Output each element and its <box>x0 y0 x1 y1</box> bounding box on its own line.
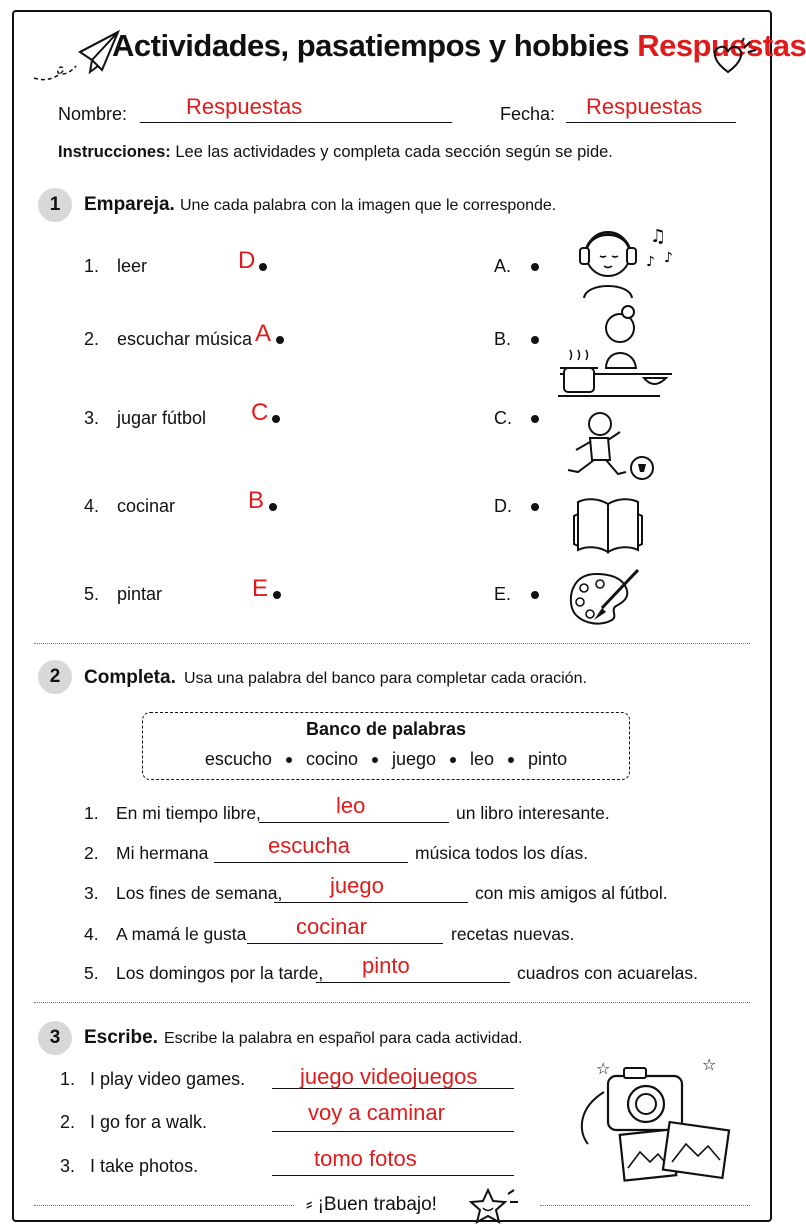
section-2-title: Completa. <box>84 667 176 688</box>
translate-blank-line[interactable] <box>272 1130 514 1132</box>
match-item-answer: E <box>252 575 269 602</box>
bank-separator <box>508 757 514 763</box>
date-answer: Respuestas <box>586 94 703 119</box>
footer-text: ⸗ ¡Buen trabajo! <box>306 1194 437 1215</box>
translate-number: 2. <box>60 1112 76 1132</box>
match-left-dot[interactable] <box>276 336 284 344</box>
section-1-title: Empareja. <box>84 194 175 215</box>
match-left-dot[interactable] <box>273 591 281 599</box>
sentence-before: Mi hermana <box>116 843 209 863</box>
sentence-after: cuadros con acuarelas. <box>517 963 698 983</box>
name-answer: Respuestas <box>186 94 303 119</box>
footer-divider-right <box>540 1205 750 1206</box>
match-right-dot[interactable] <box>531 336 539 344</box>
bank-separator <box>372 757 378 763</box>
translate-answer: voy a caminar <box>308 1100 445 1125</box>
bank-separator <box>450 757 456 763</box>
match-item-word: cocinar <box>117 496 176 516</box>
paint-palette-icon <box>566 566 644 632</box>
sentence-before: Los domingos por la tarde, <box>116 963 324 983</box>
footer-divider-left <box>34 1205 294 1206</box>
svg-text:♪: ♪ <box>646 254 655 270</box>
svg-text:☆: ☆ <box>702 1055 717 1074</box>
bank-word: pinto <box>528 749 568 769</box>
title-answers-label: Respuestas <box>637 28 806 63</box>
match-item-answer: D <box>238 247 256 274</box>
open-book-icon <box>572 494 648 558</box>
match-item-word: pintar <box>117 584 163 604</box>
match-left-dot[interactable] <box>269 503 277 511</box>
translate-english: I take photos. <box>90 1156 199 1176</box>
cooking-girl-icon <box>556 304 678 398</box>
sentence-blank-line[interactable] <box>247 942 443 944</box>
sentence-after: con mis amigos al fútbol. <box>475 883 668 903</box>
section-3-badge: 3 <box>38 1021 72 1055</box>
match-item-number: 4. <box>84 496 100 516</box>
headphones-person-icon <box>576 218 686 302</box>
svg-text:♪: ♪ <box>664 250 673 266</box>
smiling-star-icon <box>466 1186 522 1228</box>
sentence-after: un libro interesante. <box>456 803 610 823</box>
paper-plane-icon <box>32 30 122 90</box>
bank-word: leo <box>470 749 495 769</box>
section-2-subtitle: Usa una palabra del banco para completar cada oración. <box>184 670 587 687</box>
sentence-blank-line[interactable] <box>316 981 510 983</box>
match-item-number: 2. <box>84 329 100 349</box>
sentence-number: 4. <box>84 924 99 944</box>
match-option-letter: C. <box>494 408 512 428</box>
svg-text:☆: ☆ <box>596 1059 611 1078</box>
sentence-after: música todos los días. <box>415 843 589 863</box>
match-item-number: 5. <box>84 584 100 604</box>
match-item-word: jugar fútbol <box>117 408 207 428</box>
word-bank <box>142 712 630 780</box>
translate-number: 3. <box>60 1156 76 1176</box>
camera-photos-icon <box>574 1052 744 1182</box>
match-left-dot[interactable] <box>259 263 267 271</box>
match-right-dot[interactable] <box>531 503 539 511</box>
bank-word: juego <box>391 749 437 769</box>
name-label: Nombre: <box>58 104 128 124</box>
sentence-number: 5. <box>84 963 99 983</box>
sentence-answer: pinto <box>362 953 410 978</box>
match-item-word: escuchar música <box>117 329 253 349</box>
sentence-answer: juego <box>330 873 384 898</box>
date-line <box>566 121 736 123</box>
sentence-answer: leo <box>336 793 366 818</box>
section-divider <box>34 1002 750 1003</box>
match-item-word: leer <box>117 256 148 276</box>
sentence-number: 2. <box>84 843 99 863</box>
section-3-title: Escribe. <box>84 1027 158 1048</box>
section-1-subtitle: Une cada palabra con la imagen que le corresponde. <box>180 197 557 214</box>
word-bank-title: Banco de palabras <box>305 719 467 739</box>
match-right-dot[interactable] <box>531 415 539 423</box>
name-line <box>140 121 452 123</box>
translate-english: I go for a walk. <box>90 1112 208 1132</box>
word-bank-words <box>143 749 629 770</box>
section-1-badge: 1 <box>38 188 72 222</box>
match-item-answer: B <box>248 487 265 514</box>
translate-blank-line[interactable] <box>272 1174 514 1176</box>
match-right-dot[interactable] <box>531 591 539 599</box>
bank-word: cocino <box>305 749 358 769</box>
match-item-number: 1. <box>84 256 100 276</box>
sentence-number: 1. <box>84 803 99 823</box>
match-option-letter: D. <box>494 496 512 516</box>
translate-english: I play video games. <box>90 1069 246 1089</box>
match-item-number: 3. <box>84 408 100 428</box>
page-title: Actividades, pasatiempos y hobbies Respuestas <box>112 28 806 63</box>
section-divider <box>34 643 750 644</box>
sentence-number: 3. <box>84 883 99 903</box>
sentence-blank-line[interactable] <box>274 901 468 903</box>
section-2-badge: 2 <box>38 660 72 694</box>
section-3-subtitle: Escribe la palabra en español para cada actividad. <box>164 1030 523 1047</box>
sparkle-icon: ⸗ <box>306 1194 313 1215</box>
sentence-blank-line[interactable] <box>259 821 449 823</box>
match-option-letter: E. <box>494 584 512 604</box>
heart-icon <box>710 38 758 78</box>
match-option-letter: A. <box>494 256 512 276</box>
translate-answer: tomo fotos <box>314 1146 417 1171</box>
date-label: Fecha: <box>500 104 556 124</box>
sentence-after: recetas nuevas. <box>451 924 575 944</box>
match-right-dot[interactable] <box>531 263 539 271</box>
sentence-before: Los fines de semana, <box>116 883 283 903</box>
soccer-boy-icon <box>564 410 660 486</box>
svg-text:♫: ♫ <box>650 226 667 247</box>
sentence-answer: cocinar <box>296 914 367 939</box>
translate-answer: juego videojuegos <box>300 1064 478 1089</box>
sentence-blank-line[interactable] <box>214 861 408 863</box>
match-left-dot[interactable] <box>272 415 280 423</box>
sentence-answer: escucha <box>268 833 350 858</box>
instructions: Instrucciones: Lee las actividades y completa cada sección según se pide. <box>58 143 613 161</box>
match-item-answer: C <box>251 399 269 426</box>
bank-word: escucho <box>204 749 272 769</box>
match-option-letter: B. <box>494 329 512 349</box>
sentence-before: A mamá le gusta <box>116 924 247 944</box>
sentence-before: En mi tiempo libre, <box>116 803 261 823</box>
match-item-answer: A <box>255 320 272 347</box>
translate-number: 1. <box>60 1069 76 1089</box>
bank-separator <box>286 757 292 763</box>
